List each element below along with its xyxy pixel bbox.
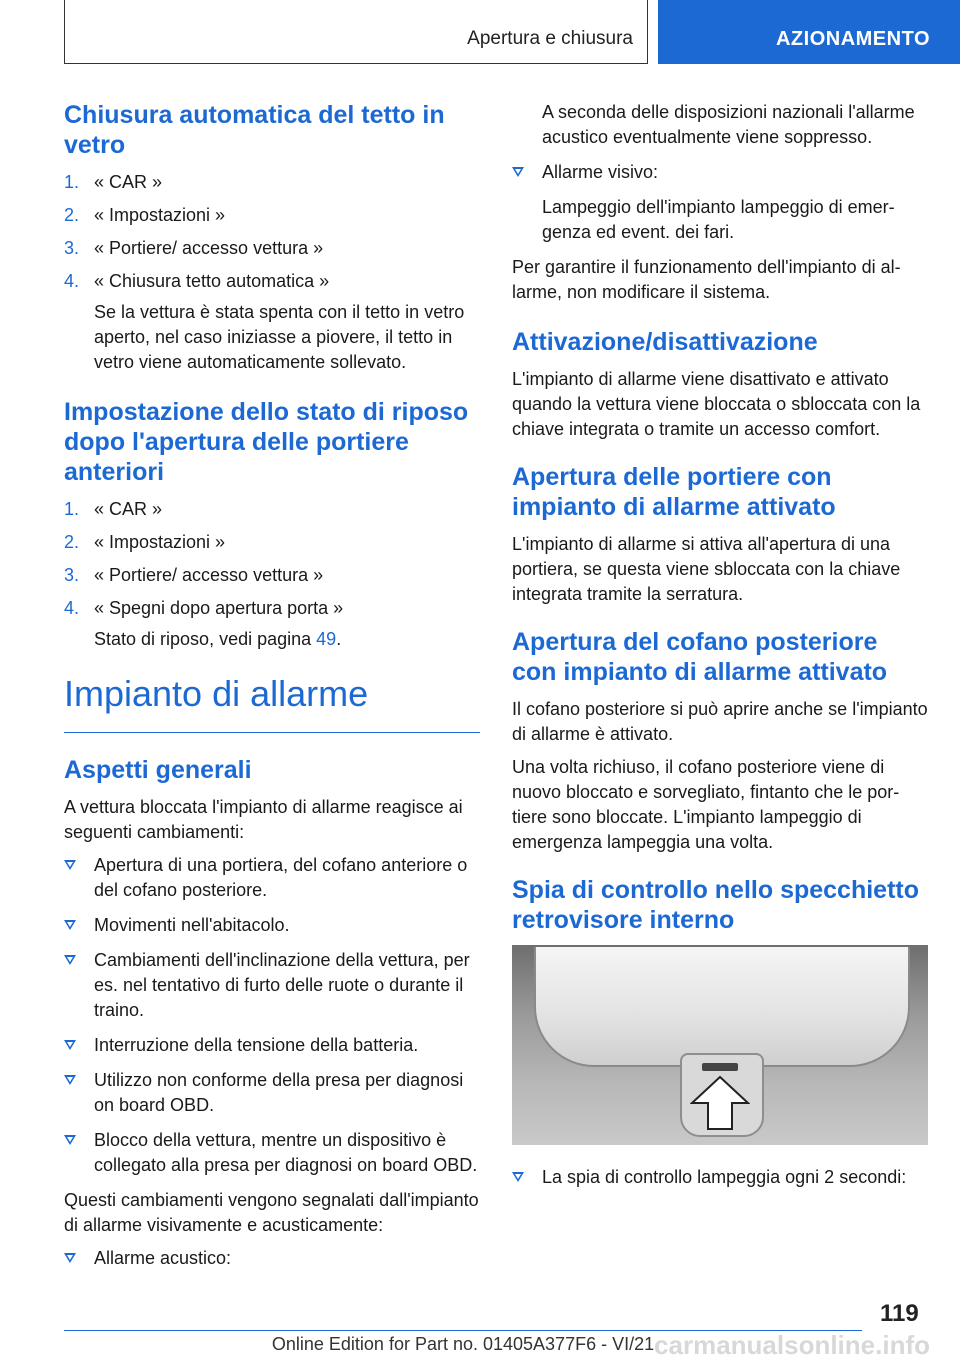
paragraph-cofano-2: Una volta richiuso, il cofano posteriore viene di nuovo bloccato e sorvegliato, fintanto che le portiere sono bloccate. L'impianto lampeggio di emergenza lampeggia una volta. <box>512 757 900 852</box>
bullet-item <box>64 1068 480 1118</box>
acoustic-note: A seconda delle disposizioni nazionali l'allarme acustico eventualmente viene soppresso. <box>542 102 915 147</box>
header-chapter-tab <box>658 0 960 64</box>
bullet-item <box>64 853 480 903</box>
bullet-text: Apertura di una portiera, del cofano anteriore o del cofano posteriore. <box>94 855 468 900</box>
step-item <box>64 203 480 228</box>
right-column <box>512 100 928 1200</box>
heading-stato-di-riposo: Impostazione dello stato di riposo dopo l'apertura delle portiere anteriori <box>64 398 469 486</box>
paragraph-outro: Questi cambiamenti vengono segnalati dall'impianto di allarme visivamente e acusticamente: <box>64 1190 479 1235</box>
step-note: Se la vettura è stata spenta con il tetto in vetro aperto, nel caso iniziasse a piovere, il tetto in vetro viene automaticamente sollevato. <box>94 302 465 372</box>
bullet-item <box>64 1033 480 1058</box>
header-section-title: Apertura e chiusura <box>467 28 633 49</box>
heading-aspetti-generali: Aspetti generali <box>64 756 252 784</box>
footer-edition: Online Edition for Part no. 01405A377F6 - VI/21 <box>271 1334 655 1354</box>
bullet-text: Utilizzo non conforme della presa per diagnosi on board OBD. <box>94 1070 464 1115</box>
heading-attivazione: Attivazione/disattivazione <box>512 328 818 356</box>
mirror-glass <box>534 947 910 1067</box>
bullet-triangle-icon <box>64 1040 76 1050</box>
bullet-triangle-icon <box>64 1075 76 1085</box>
bullet-item <box>64 913 480 938</box>
bullet-item <box>512 160 928 185</box>
step-item <box>64 563 480 588</box>
bullet-text: Allarme visivo: <box>542 162 659 182</box>
bullet-list-alarm <box>64 1246 480 1271</box>
bullet-item <box>64 1128 480 1178</box>
visual-note: Lampeggio dell'impianto lampeggio di emergenza ed event. dei fari. <box>542 197 895 242</box>
note-text: Stato di riposo, vedi pagina <box>94 629 317 649</box>
paragraph-cofano-1: Il cofano posteriore si può aprire anche se l'impianto di allarme è attivato. <box>512 699 928 744</box>
step-number: 4. <box>64 598 80 618</box>
left-column <box>64 100 480 1281</box>
bullet-triangle-icon <box>512 167 524 177</box>
bullet-text: Interruzione della tensione della batteria. <box>94 1035 419 1055</box>
step-item <box>64 170 480 195</box>
step-text: « Portiere/ accesso vettura » <box>94 238 324 258</box>
step-text: « Impostazioni » <box>94 532 226 552</box>
paragraph-intro: A vettura bloccata l'impianto di allarme reagisce ai seguenti cambiamenti: <box>64 797 463 842</box>
heading-apertura-portiere: Apertura delle portiere con impianto di allarme attivato <box>512 463 836 521</box>
step-text: « CAR » <box>94 499 163 519</box>
steps-list-1 <box>64 170 480 375</box>
heading-apertura-cofano: Apertura del cofano posteriore con impianto di allarme attivato <box>512 628 888 686</box>
indicator-led <box>702 1063 738 1071</box>
step-item <box>64 530 480 555</box>
bullet-triangle-icon <box>64 1135 76 1145</box>
step-text: « Chiusura tetto automatica » <box>94 271 330 291</box>
bullet-triangle-icon <box>64 1253 76 1263</box>
step-number: 3. <box>64 238 80 258</box>
step-number: 2. <box>64 205 80 225</box>
bullet-text: Cambiamenti dell'inclinazione della vettura, per es. nel tentativo di furto delle ruote o durante il traino. <box>94 950 470 1020</box>
bullet-triangle-icon <box>64 955 76 965</box>
arrow-up-icon <box>690 1075 750 1131</box>
heading-chiusura-automatica: Chiusura automatica del tetto in vetro <box>64 101 445 159</box>
step-number: 4. <box>64 271 80 291</box>
bullet-item <box>64 1246 480 1271</box>
bullet-item <box>64 948 480 1023</box>
steps-list-2 <box>64 497 480 652</box>
header-section-box <box>64 0 648 64</box>
main-heading-impianto-allarme: Impianto di allarme <box>64 673 369 714</box>
bullet-triangle-icon <box>64 920 76 930</box>
bullet-list-changes <box>64 853 480 1178</box>
step-note <box>94 627 480 652</box>
mirror-illustration <box>512 945 928 1145</box>
step-text: « Spegni dopo apertura porta » <box>94 598 344 618</box>
step-number: 1. <box>64 499 80 519</box>
bullet-text: Movimenti nell'abitacolo. <box>94 915 290 935</box>
step-text: « Portiere/ accesso vettura » <box>94 565 324 585</box>
paragraph-apertura-portiere: L'impianto di allarme si attiva all'apertura di una portiera, se questa viene sbloccata con la chiave integrata tramite la serratura. <box>512 534 901 604</box>
bullet-list-spia <box>512 1165 928 1190</box>
note-period: . <box>336 629 342 649</box>
paragraph-guarantee: Per garantire il funzionamento dell'impianto di allarme, non modificare il sistema. <box>512 257 901 302</box>
bullet-triangle-icon <box>512 1172 524 1182</box>
step-text: « CAR » <box>94 172 163 192</box>
bullet-text: Allarme acustico: <box>94 1248 232 1268</box>
step-text: « Impostazioni » <box>94 205 226 225</box>
bullet-text: La spia di controllo lampeggia ogni 2 secondi: <box>542 1167 907 1187</box>
page-link-49[interactable]: 49 <box>316 629 337 649</box>
bullet-text: Blocco della vettura, mentre un dispositivo è collegato alla presa per diagnosi on board OBD. <box>94 1130 478 1175</box>
step-number: 1. <box>64 172 80 192</box>
step-item <box>64 269 480 375</box>
step-item <box>64 497 480 522</box>
step-item <box>64 596 480 652</box>
bullet-list-visual <box>512 160 928 185</box>
step-item <box>64 236 480 261</box>
page-number: 119 <box>880 1300 919 1327</box>
main-heading-block <box>64 674 480 733</box>
bullet-item <box>512 1165 928 1190</box>
header-chapter-title: AZIONAMENTO <box>775 28 930 50</box>
step-number: 2. <box>64 532 80 552</box>
bullet-triangle-icon <box>64 860 76 870</box>
step-number: 3. <box>64 565 80 585</box>
watermark: carmanualsonline.info <box>654 1330 930 1360</box>
heading-spia-controllo: Spia di controllo nello specchietto retrovisore interno <box>512 876 919 934</box>
paragraph-attivazione: L'impianto di allarme viene disattivato e attivato quando la vettura viene bloccata o sbloccata con la chiave integrata o tramite un accesso comfort. <box>512 369 921 439</box>
